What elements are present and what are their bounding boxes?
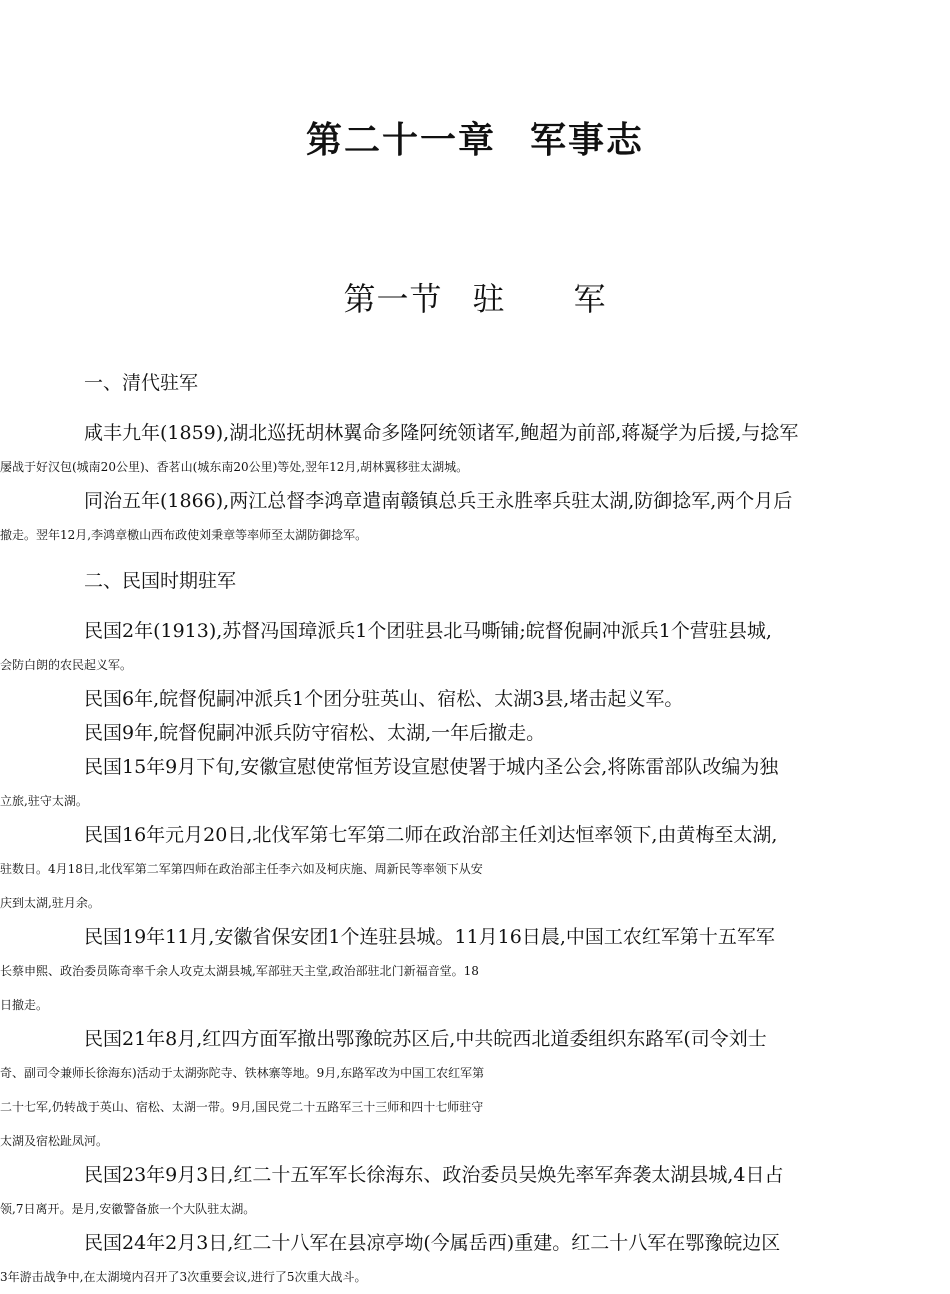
paragraph [0, 416, 914, 484]
paragraph-line: 立旅,驻守太湖。 [0, 794, 88, 808]
paragraph-line: 奇、副司令兼师长徐海东)活动于太湖弥陀寺、铁林寨等地。9月,东路军改为中国工农红军第 [0, 1066, 485, 1080]
paragraph-line: 民国19年11月,安徽省保安团1个连驻县城。11月16日晨,中国工农红军第十五军军 [84, 926, 775, 948]
paragraph-line: 太湖及宿松趾凤河。 [0, 1134, 109, 1148]
paragraph [0, 1158, 914, 1226]
paragraph-line: 民国16年元月20日,北伐军第七军第二师在政治部主任刘达恒率领下,由黄梅至太湖, [84, 824, 778, 846]
paragraph-line: 会防白朗的农民起义军。 [0, 658, 133, 672]
paragraph-line: 庆到太湖,驻月余。 [0, 896, 100, 910]
paragraph [84, 682, 914, 716]
paragraph-line: 撤走。翌年12月,李鸿章檄山西布政使刘秉章等率师至太湖防御捻军。 [0, 528, 368, 542]
subsection-heading: 一、清代驻军 [84, 372, 199, 394]
paragraph [0, 818, 914, 920]
paragraph [0, 1022, 914, 1158]
paragraph [0, 614, 914, 682]
paragraph-line: 长蔡申熙、政治委员陈奇率千余人攻克太湖县城,军部驻天主堂,政治部驻北门新福音堂。18 [0, 964, 479, 978]
body-text [0, 362, 914, 1294]
chapter-name: 军事志 [530, 119, 645, 161]
paragraph-line: 民国15年9月下旬,安徽宣慰使常恒芳设宣慰使署于城内圣公会,将陈雷部队改编为独 [84, 756, 779, 778]
paragraph [0, 750, 914, 818]
paragraph-line: 民国6年,皖督倪嗣冲派兵1个团分驻英山、宿松、太湖3县,堵击起义军。 [84, 688, 684, 710]
section-name-part-1: 驻 [472, 280, 506, 318]
subsection-heading: 二、民国时期驻军 [84, 570, 237, 592]
paragraph-line: 二十七军,仍转战于英山、宿松、太湖一带。9月,国民党二十五路军三十三师和四十七师驻守 [0, 1100, 484, 1114]
chapter-title [0, 112, 950, 163]
section-name-part-2: 军 [573, 280, 607, 318]
paragraph [0, 484, 914, 552]
paragraph [84, 716, 914, 750]
paragraph-line: 领,7日离开。是月,安徽警备旅一个大队驻太湖。 [0, 1202, 256, 1216]
section-title [0, 274, 950, 320]
paragraph-line: 咸丰九年(1859),湖北巡抚胡林翼命多隆阿统领诸军,鲍超为前部,蒋凝学为后援,与捻军 [84, 422, 799, 444]
paragraph-line: 民国23年9月3日,红二十五军军长徐海东、政治委员吴焕先率军奔袭太湖县城,4日占 [84, 1164, 784, 1186]
paragraph-line: 民国21年8月,红四方面军撤出鄂豫皖苏区后,中共皖西北道委组织东路军(司令刘士 [84, 1028, 767, 1050]
paragraph-line: 屡战于好汉包(城南20公里)、香茗山(城东南20公里)等处,翌年12月,胡林翼移驻太湖城。 [0, 460, 469, 474]
paragraph [0, 1226, 914, 1294]
section-number: 第一节 [343, 280, 443, 318]
chapter-number: 第二十一章 [305, 119, 496, 161]
paragraph-line: 民国2年(1913),苏督冯国璋派兵1个团驻县北马嘶铺;皖督倪嗣冲派兵1个营驻县城, [84, 620, 772, 642]
paragraph-line: 日撤走。 [0, 998, 49, 1012]
paragraph-line: 同治五年(1866),两江总督李鸿章遣南赣镇总兵王永胜率兵驻太湖,防御捻军,两个月后 [84, 490, 793, 512]
paragraph-line: 民国9年,皖督倪嗣冲派兵防守宿松、太湖,一年后撤走。 [84, 722, 546, 744]
paragraph [0, 920, 914, 1022]
paragraph-line: 驻数日。4月18日,北伐军第二军第四师在政治部主任李六如及柯庆施、周新民等率领下从安 [0, 862, 483, 876]
paragraph-line: 3年游击战争中,在太湖境内召开了3次重要会议,进行了5次重大战斗。 [0, 1270, 367, 1284]
paragraph-line: 民国24年2月3日,红二十八军在县凉亭坳(今属岳西)重建。红二十八军在鄂豫皖边区 [84, 1232, 781, 1254]
